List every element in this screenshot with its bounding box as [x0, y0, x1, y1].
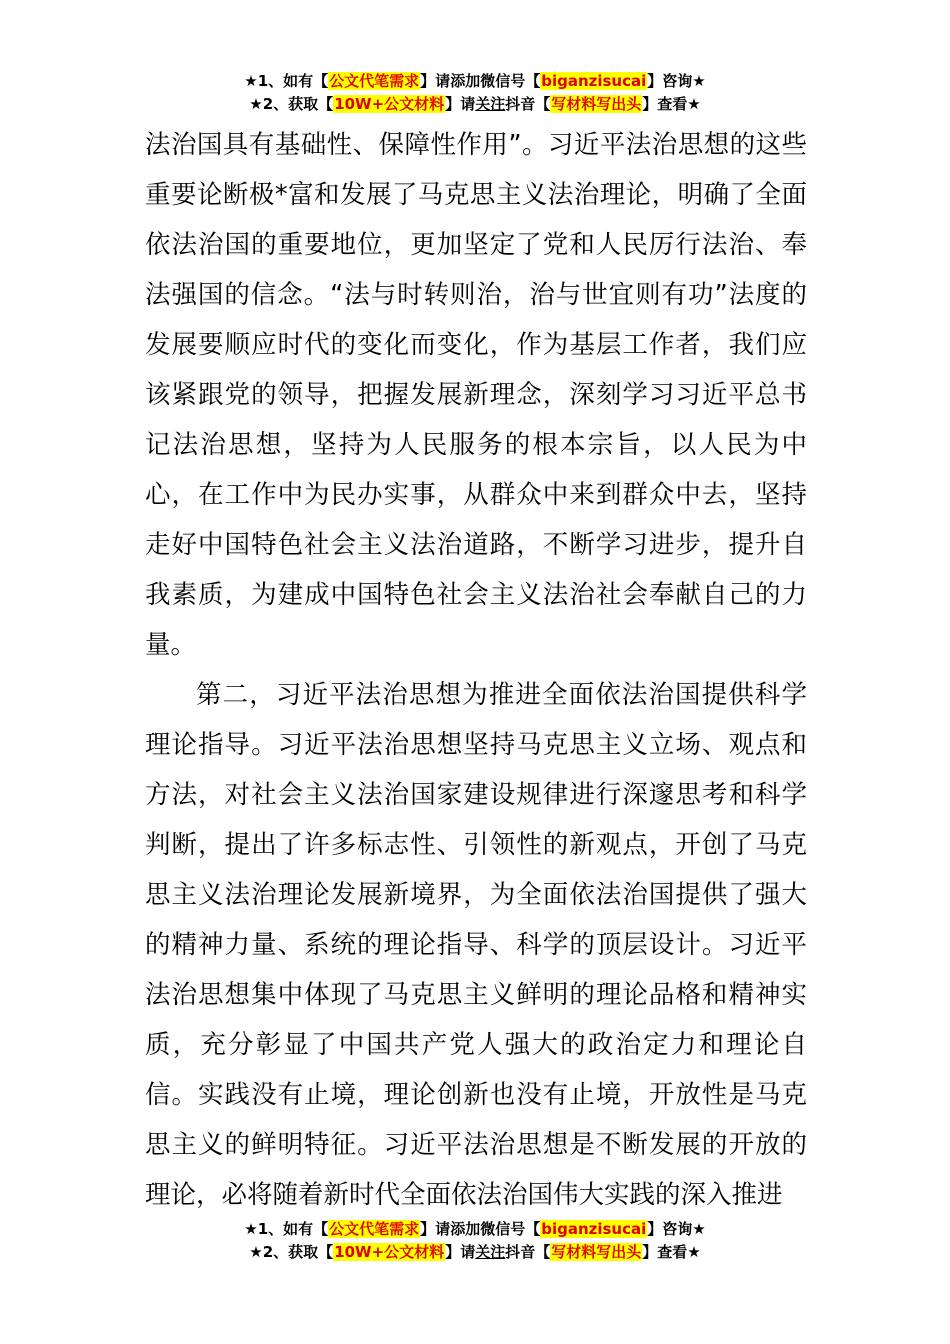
header-promo-banner	[0, 70, 950, 116]
promo-line-1	[0, 70, 950, 93]
promo-line-2	[0, 93, 950, 116]
promo-text: 】查看★	[642, 1243, 701, 1261]
promo-highlight: 写材料写出头	[551, 1243, 642, 1261]
promo-text: 】咨询★	[647, 72, 706, 90]
promo-highlight: biganzisucai	[541, 1220, 647, 1238]
promo-emphasis: 关注	[475, 1243, 506, 1261]
promo-highlight: 公文代笔需求	[329, 1220, 420, 1238]
footer-promo-banner	[0, 1218, 950, 1264]
promo-text: ★2、获取【	[249, 1243, 334, 1261]
promo-highlight: 10W+公文材料	[334, 1243, 445, 1261]
promo-text: 抖音【	[505, 95, 551, 113]
promo-text: 】查看★	[642, 95, 701, 113]
promo-text: ★1、如有【	[244, 1220, 329, 1238]
promo-text: 】咨询★	[647, 1220, 706, 1238]
promo-highlight: 10W+公文材料	[334, 95, 445, 113]
promo-highlight: biganzisucai	[541, 72, 647, 90]
promo-text: ★1、如有【	[244, 72, 329, 90]
promo-text: 】请	[420, 1220, 451, 1238]
promo-line-2	[0, 1241, 950, 1264]
promo-emphasis: 添加	[450, 1220, 481, 1238]
promo-text: 】请	[445, 1243, 476, 1261]
promo-highlight: 公文代笔需求	[329, 72, 420, 90]
paragraph-1: 法治国具有基础性、保障性作用”。习近平法治思想的这些重要论断极*富和发展了马克思主义法治理论，明确了全面依法治国的重要地位，更加坚定了党和人民厉行法治、奉法强国的信念。“法与时转则治，治与世宜则有功”法度的发展要顺应时代的变化而变化，作为基层工作者，我们应该紧跟党的领导，把握发展新理念，深刻学习习近平总书记法治思想，坚持为人民服务的根本宗旨，以人民为中心，在工作中为民办实事，从群众中来到群众中去，坚持走好中国特色社会主义法治道路，不断学习进步，提升自我素质，为建成中国特色社会主义法治社会奉献自己的力量。	[145, 130, 807, 660]
paragraph-2: 第二，习近平法治思想为推进全面依法治国提供科学理论指导。习近平法治思想坚持马克思主义立场、观点和方法，对社会主义法治国家建设规律进行深邃思考和科学判断，提出了许多标志性、引领性的新观点，开创了马克思主义法治理论发展新境界，为全面依法治国提供了强大的精神力量、系统的理论指导、科学的顶层设计。习近平法治思想集中体现了马克思主义鲜明的理论品格和精神实质，充分彰显了中国共产党人强大的政治定力和理论自信。实践没有止境，理论创新也没有止境，开放性是马克思主义的鲜明特征。习近平法治思想是不断发展的开放的理论，必将随着新时代全面依法治国伟大实践的深入推进	[145, 680, 807, 1210]
promo-text: 抖音【	[505, 1243, 551, 1261]
promo-emphasis: 添加	[450, 72, 481, 90]
promo-text: ★2、获取【	[249, 95, 334, 113]
promo-text: 】请	[445, 95, 476, 113]
promo-text: 微信号【	[480, 72, 541, 90]
promo-text: 】请	[420, 72, 451, 90]
promo-emphasis: 关注	[475, 95, 506, 113]
promo-text: 微信号【	[480, 1220, 541, 1238]
promo-highlight: 写材料写出头	[551, 95, 642, 113]
promo-line-1	[0, 1218, 950, 1241]
document-body	[145, 120, 807, 1220]
